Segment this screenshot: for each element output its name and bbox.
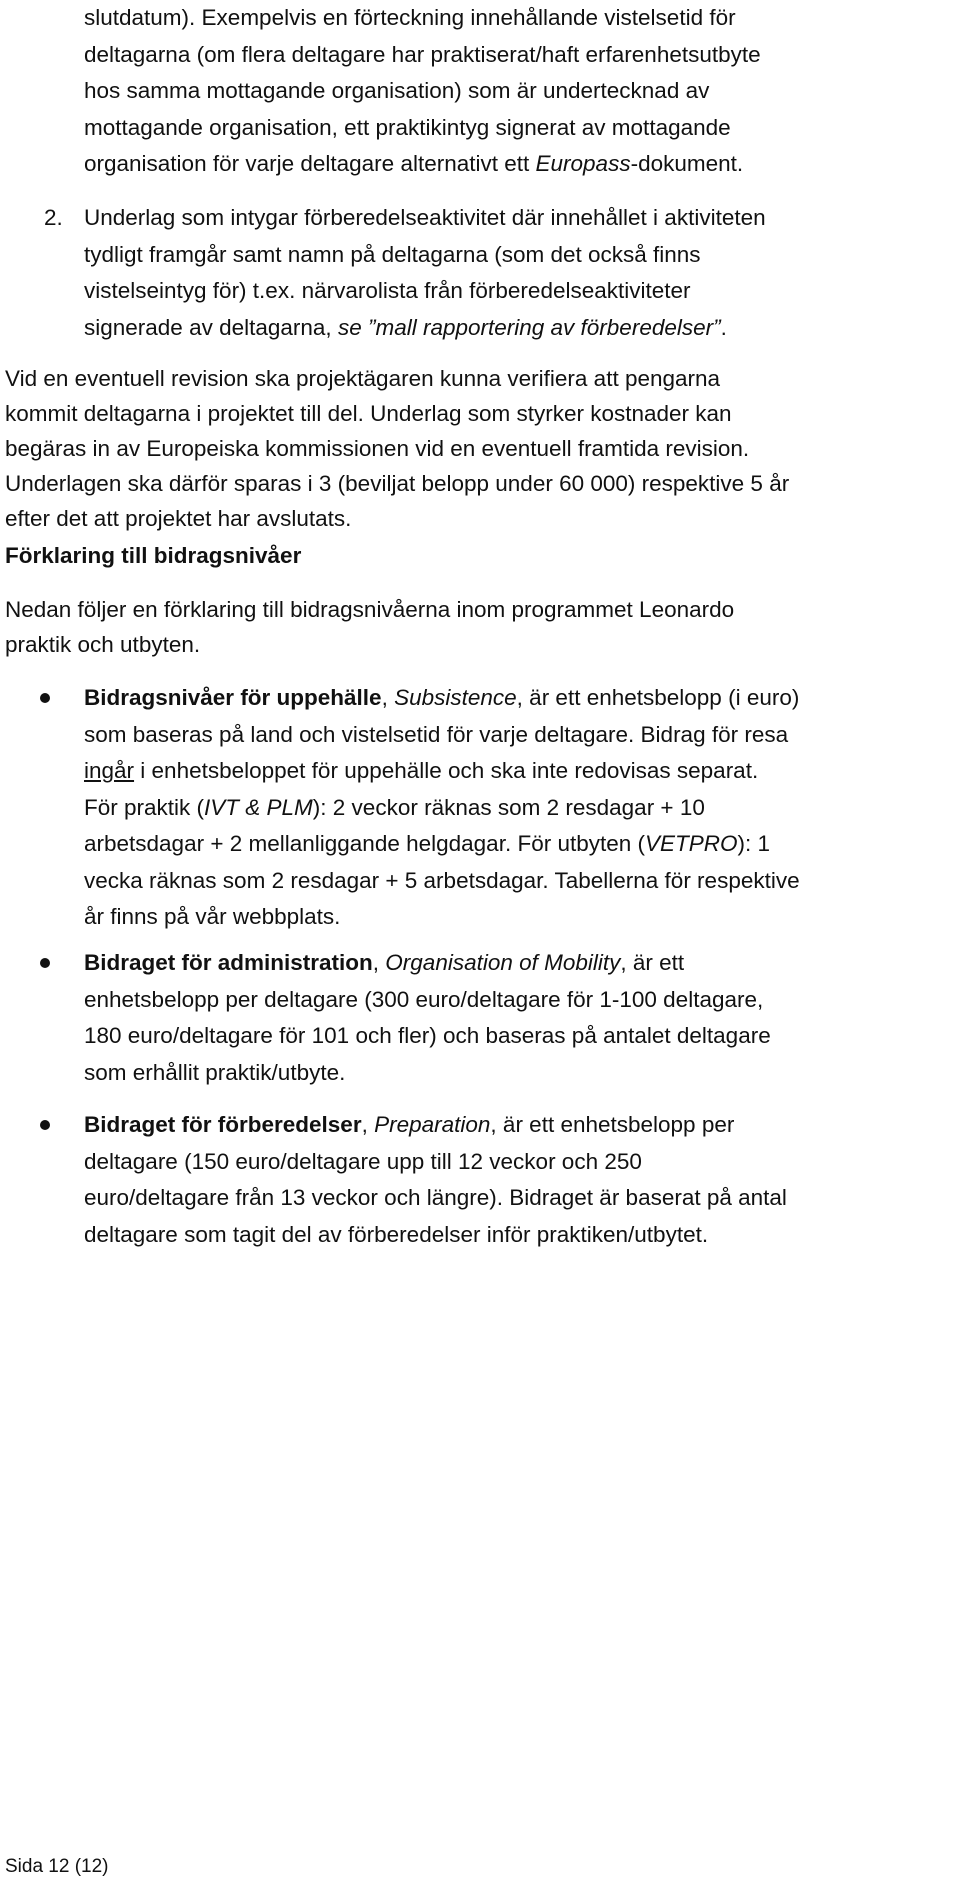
- bullet-icon: [40, 958, 50, 968]
- list-number: 2.: [44, 205, 63, 230]
- bullet-line: deltagare (150 euro/deltagare upp till 12 veckor och 250: [84, 1148, 642, 1174]
- section-heading: Förklaring till bidragsnivåer: [5, 543, 302, 568]
- bullet-preparation: [84, 1107, 954, 1253]
- explain-line: Nedan följer en förklaring till bidragsnivåerna inom programmet Leonardo: [5, 597, 735, 622]
- explain-paragraph: [5, 592, 955, 662]
- bullet-line: ): 2 veckor räknas som 2 resdagar + 10: [312, 794, 705, 820]
- bullet-line: som baseras på land och vistelsetid för varje deltagare. Bidrag för resa: [84, 721, 789, 747]
- separator: ,: [381, 685, 395, 710]
- item-2-paragraph: [84, 200, 954, 346]
- bullet-line: ): 1: [737, 831, 771, 856]
- bullet-line: euro/deltagare från 13 veckor och längre). Bidraget är baserat på antal: [84, 1185, 787, 1210]
- bullet-icon: [40, 693, 50, 703]
- bullet-english-term: Organisation of Mobility: [385, 950, 621, 975]
- revision-line: Vid en eventuell revision ska projektägaren kunna verifiera att pengarna: [5, 366, 721, 391]
- program-term: VETPRO: [645, 831, 738, 856]
- bullet-line: år finns på vår webbplats.: [84, 904, 341, 929]
- intro-line: mottagande organisation, ett praktikintyg signerat av mottagande: [84, 114, 731, 140]
- bullet-english-term: Subsistence: [394, 685, 517, 710]
- intro-line: organisation för varje deltagare alternativt ett: [84, 151, 536, 176]
- revision-paragraph: [5, 361, 955, 536]
- bullet-line: 180 euro/deltagare för 101 och fler) och baseras på antalet deltagare: [84, 1023, 771, 1048]
- bullet-title: Bidraget för förberedelser: [84, 1112, 362, 1137]
- item-2-line: vistelseintyg för) t.ex. närvarolista från förberedelseaktiviteter: [84, 278, 691, 303]
- bullet-english-term: Preparation: [374, 1112, 491, 1137]
- item-2-line: Underlag som intygar förberedelseaktivitet där innehållet i aktiviteten: [84, 205, 766, 230]
- bullet-line: deltagare som tagit del av förberedelser inför praktiken/utbytet.: [84, 1221, 709, 1247]
- item-2-line: tydligt framgår samt namn på deltagarna (som det också finns: [84, 241, 701, 267]
- bullet-line: som erhållit praktik/utbyte.: [84, 1059, 346, 1085]
- intro-line: slutdatum). Exempelvis en förteckning innehållande vistelsetid för: [84, 5, 736, 30]
- separator: ,: [361, 1112, 375, 1137]
- revision-line: begäras in av Europeiska kommissionen vid en eventuell framtida revision.: [5, 436, 750, 461]
- explain-line: praktik och utbyten.: [5, 632, 201, 657]
- bullet-icon: [40, 1120, 50, 1130]
- bullet-subsistence: [84, 680, 954, 936]
- bullet-line: , är ett: [620, 950, 685, 975]
- separator: ,: [372, 950, 386, 975]
- item-2-line-end: .: [720, 314, 727, 340]
- intro-line: hos samma mottagande organisation) som är undertecknad av: [84, 78, 710, 103]
- intro-line-end: -dokument.: [630, 151, 744, 176]
- bullet-title: Bidragsnivåer för uppehälle: [84, 685, 382, 710]
- bullet-line: , är ett enhetsbelopp per: [490, 1112, 735, 1137]
- bullet-title: Bidraget för administration: [84, 950, 373, 975]
- intro-paragraph: [84, 0, 954, 183]
- bullet-administration: [84, 945, 954, 1091]
- revision-line: Underlagen ska därför sparas i 3 (beviljat belopp under 60 000) respektive 5 år: [5, 471, 790, 496]
- revision-line: kommit deltagarna i projektet till del. Underlag som styrker kostnader kan: [5, 401, 732, 426]
- bullet-line: För praktik (: [84, 794, 205, 820]
- bullet-line: enhetsbelopp per deltagare (300 euro/deltagare för 1-100 deltagare,: [84, 986, 764, 1012]
- template-reference: se ”mall rapportering av förberedelser”: [337, 314, 721, 340]
- item-2-line: signerade av deltagarna,: [84, 314, 338, 340]
- bullet-line: vecka räknas som 2 resdagar + 5 arbetsdagar. Tabellerna för respektive: [84, 867, 800, 893]
- program-term: IVT & PLM: [204, 794, 313, 820]
- europass-term: Europass: [535, 151, 631, 176]
- underlined-term: ingår: [84, 758, 135, 783]
- page-number: Sida 12 (12): [5, 1856, 109, 1877]
- revision-line: efter det att projektet har avslutats.: [5, 506, 352, 531]
- bullet-line: i enhetsbeloppet för uppehälle och ska inte redovisas separat.: [134, 758, 759, 783]
- bullet-line: , är ett enhetsbelopp (i euro): [516, 685, 800, 710]
- bullet-line: arbetsdagar + 2 mellanliggande helgdagar. För utbyten (: [84, 831, 645, 856]
- intro-line: deltagarna (om flera deltagare har praktiserat/haft erfarenhetsutbyte: [84, 41, 761, 67]
